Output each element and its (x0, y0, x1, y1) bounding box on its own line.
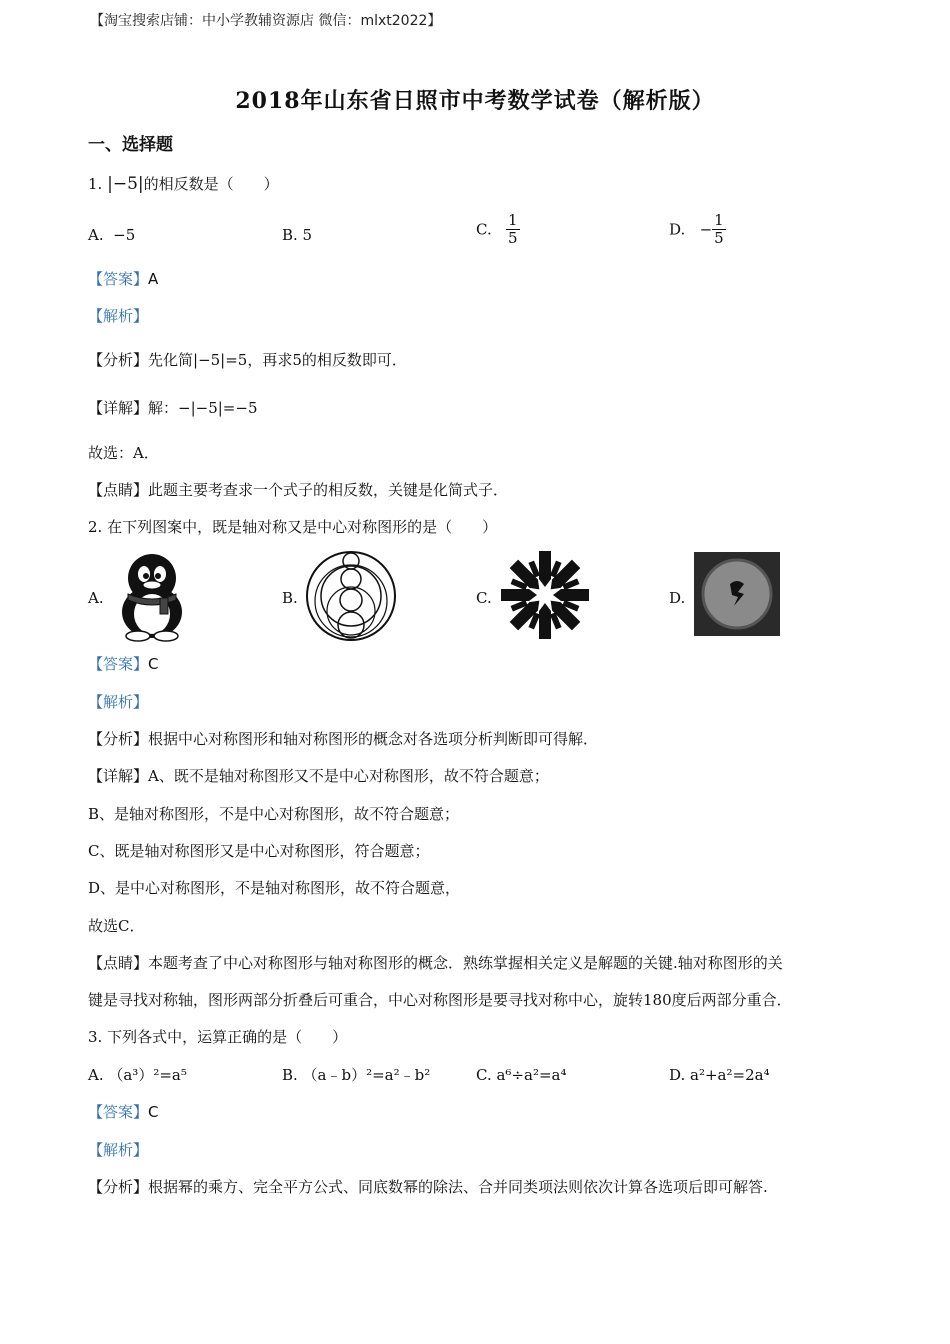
q2-label-c: C. (476, 589, 492, 607)
q1-answer: 【答案】A (88, 270, 159, 288)
q1-detail: 【详解】解：−|−5|=−5 (88, 399, 258, 417)
q2-analysis: 【分析】根据中心对称图形和轴对称图形的概念对各选项分析判断即可得解． (88, 730, 599, 748)
question-3-stem: 3. 下列各式中，运算正确的是（ ） (88, 1028, 348, 1046)
q3-answer: 【答案】C (88, 1103, 159, 1121)
q3-analysis: 【分析】根据幂的乘方、完全平方公式、同底数幂的除法、合并同类项法则依次计算各选项后即可解答. (88, 1178, 768, 1196)
q2-detail-b: B、是轴对称图形，不是中心对称图形，故不符合题意； (88, 805, 460, 823)
header-watermark: 【淘宝搜索店铺：中小学教辅资源店 微信：mlxt2022】 (90, 13, 442, 29)
q3-jiexi: 【解析】 (88, 1141, 149, 1159)
q2-comment: 【点睛】本题考查了中心对称图形与轴对称图形的概念．熟练掌握相关定义是解题的关键.轴对称图形的关 (88, 954, 783, 972)
q1-comment: 【点睛】此题主要考查求一个式子的相反数，关键是化简式子． (88, 481, 509, 499)
q3-option-a: A. （a³）²=a⁵ (88, 1066, 187, 1084)
star-burst-icon (500, 550, 590, 640)
q3-option-d: D. a²+a²=2a⁴ (669, 1066, 770, 1084)
section-heading: 一、选择题 (88, 135, 173, 155)
q2-detail: 【详解】A、既不是轴对称图形又不是中心对称图形，故不符合题意； (88, 767, 549, 785)
q2-detail-c: C、既是轴对称图形又是中心对称图形，符合题意； (88, 842, 430, 860)
q2-label-a: A. (88, 589, 104, 607)
q2-answer: 【答案】C (88, 655, 159, 673)
q1-option-b: B. 5 (282, 226, 313, 244)
penguin-icon (108, 548, 194, 642)
q3-option-c: C. a⁶÷a²=a⁴ (476, 1066, 567, 1084)
q2-conclusion: 故选C． (88, 917, 145, 935)
q1-option-d: D. − $\frac{1}{5}$ (669, 211, 724, 247)
q2-comment-cont: 键是寻找对称轴，图形两部分折叠后可重合，中心对称图形是要寻找对称中心，旋转180度后两部分重合． (88, 991, 792, 1009)
q1-option-c: C. $\frac{1}{5}$ (476, 211, 518, 247)
q2-detail-d: D、是中心对称图形，不是轴对称图形，故不符合题意， (88, 879, 461, 897)
q1-analysis: 【分析】先化简|−5|=5，再求5的相反数即可． (88, 351, 407, 369)
nested-circles-icon (304, 549, 398, 643)
q1-conclusion: 故选：A． (88, 444, 159, 462)
page-title: 2018年山东省日照市中考数学试卷（解析版） (235, 88, 715, 114)
q3-option-b: B. （a﹣b）²=a²﹣b² (282, 1066, 431, 1084)
q1-jiexi: 【解析】 (88, 307, 149, 325)
q1-option-a: A. −5 (88, 226, 136, 244)
question-2-stem: 2. 在下列图案中，既是轴对称又是中心对称图形的是（ ） (88, 518, 498, 536)
q2-label-d: D. (669, 589, 686, 607)
q2-jiexi: 【解析】 (88, 693, 149, 711)
disc-logo-icon (694, 552, 780, 636)
question-1-stem: 1. |−5|的相反数是（ ） (88, 174, 279, 194)
q2-label-b: B. (282, 589, 298, 607)
